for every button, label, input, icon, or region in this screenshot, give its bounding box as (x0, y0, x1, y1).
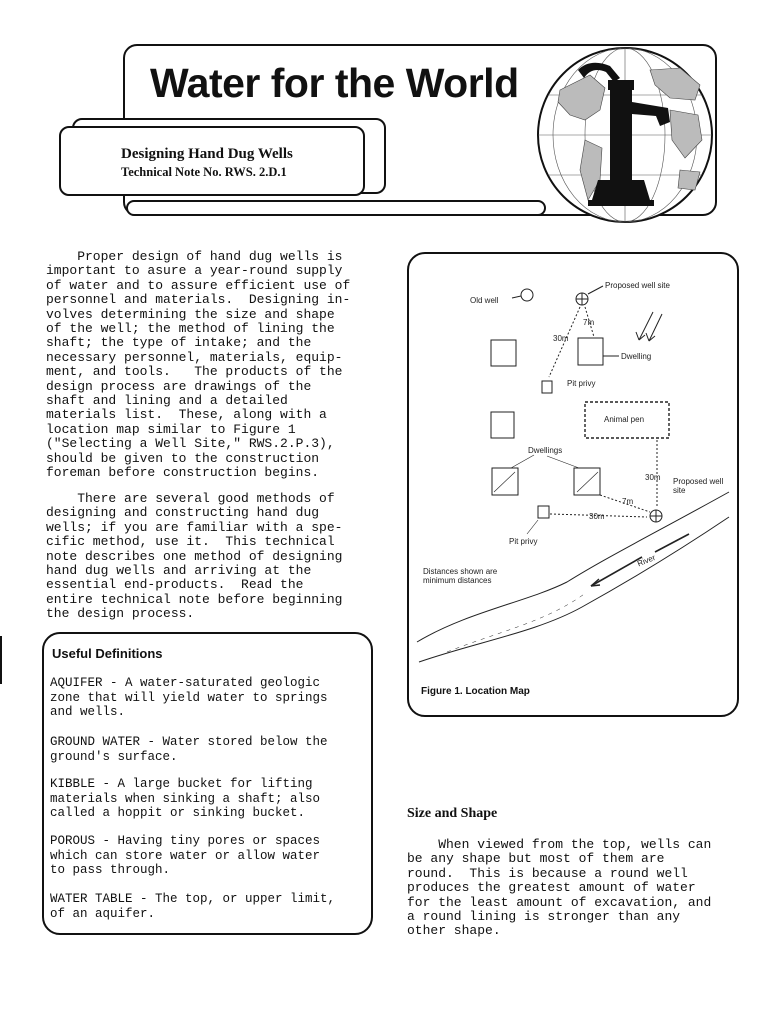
section-heading-size-and-shape: Size and Shape (407, 806, 498, 821)
pit-privy-symbol-2 (538, 506, 549, 518)
label-pit-privy-1: Pit privy (567, 379, 596, 388)
margin-mark (0, 636, 2, 684)
definition-porous: POROUS - Having tiny pores or spaces which can store water or allow water to pass through. (50, 834, 321, 878)
old-well-symbol (521, 289, 533, 301)
river-bank-lower (419, 517, 729, 662)
intro-paragraph: Proper design of hand dug wells is important to asure a year-round supply of water and to assure efficient use of personnel and materials. Designing in- volves determining the size and shape of the well; the method of lining the shaft; the type of intake; and the necessary personnel, materials, equip- ment, and tools. The products of the design process are drawings of the shaft and lining and a detailed materials list. These, along with a location map similar to Figure 1 ("Selecting a Well Site," RWS.2.P.3), should be given to the construction foreman before construction begins. (46, 249, 351, 481)
label-distance-30m-a: 30m (553, 334, 569, 343)
header-strip (126, 200, 546, 216)
label-distance-30m-b: 30m (645, 473, 661, 482)
technical-note-number: Technical Note No. RWS. 2.D.1 (121, 165, 287, 179)
definition-water-table: WATER TABLE - The top, or upper limit, of an aquifer. (50, 892, 336, 921)
label-distance-7m-a: 7m (583, 318, 595, 327)
globe-pump-logo (530, 40, 720, 230)
label-dwellings: Dwellings (528, 446, 563, 455)
definitions-title: Useful Definitions (52, 646, 163, 661)
label-old-well: Old well (470, 296, 499, 305)
definition-aquifer: AQUIFER - A water-saturated geologic zone that will yield water to springs and wells. (50, 676, 328, 720)
label-pit-privy-2: Pit privy (509, 537, 538, 546)
label-distances-note: Distances shown are minimum distances (423, 567, 498, 585)
label-proposed-well-site-2: Proposed well site (673, 477, 724, 495)
figure-caption: Figure 1. Location Map (421, 686, 530, 697)
pit-privy-symbol-1 (542, 381, 552, 393)
methods-paragraph: There are several good methods of designing and constructing hand dug wells; if you are familiar with a spe- cific method, use it. This technical note describes one method of designing hand dug wells and arriving at the essential end-products. Read the entire technical note before beginning the design process. (46, 491, 343, 622)
label-proposed-well-site-1: Proposed well site (605, 281, 670, 290)
definition-kibble: KIBBLE - A large bucket for lifting materials when sinking a shaft; also called a hoppit or sinking bucket. (50, 777, 321, 821)
dwelling-square-2 (578, 338, 603, 365)
page-title: Water for the World (150, 60, 519, 106)
dwelling-square-3 (491, 412, 514, 438)
size-and-shape-paragraph: When viewed from the top, wells can be any shape but most of them are round. This is because a round well produces the greatest amount of water for the least amount of excavation, and a round lining is stronger than any other shape. (407, 837, 712, 939)
document-subtitle: Designing Hand Dug Wells (121, 146, 293, 162)
dwelling-square-1 (491, 340, 516, 366)
label-animal-pen: Animal pen (604, 415, 645, 424)
definition-ground-water: GROUND WATER - Water stored below the ground's surface. (50, 735, 328, 764)
label-river: River (636, 553, 657, 569)
label-distance-30m-c: 30m (589, 512, 605, 521)
label-distance-7m-b: 7m (622, 497, 634, 506)
label-dwelling: Dwelling (621, 352, 652, 361)
